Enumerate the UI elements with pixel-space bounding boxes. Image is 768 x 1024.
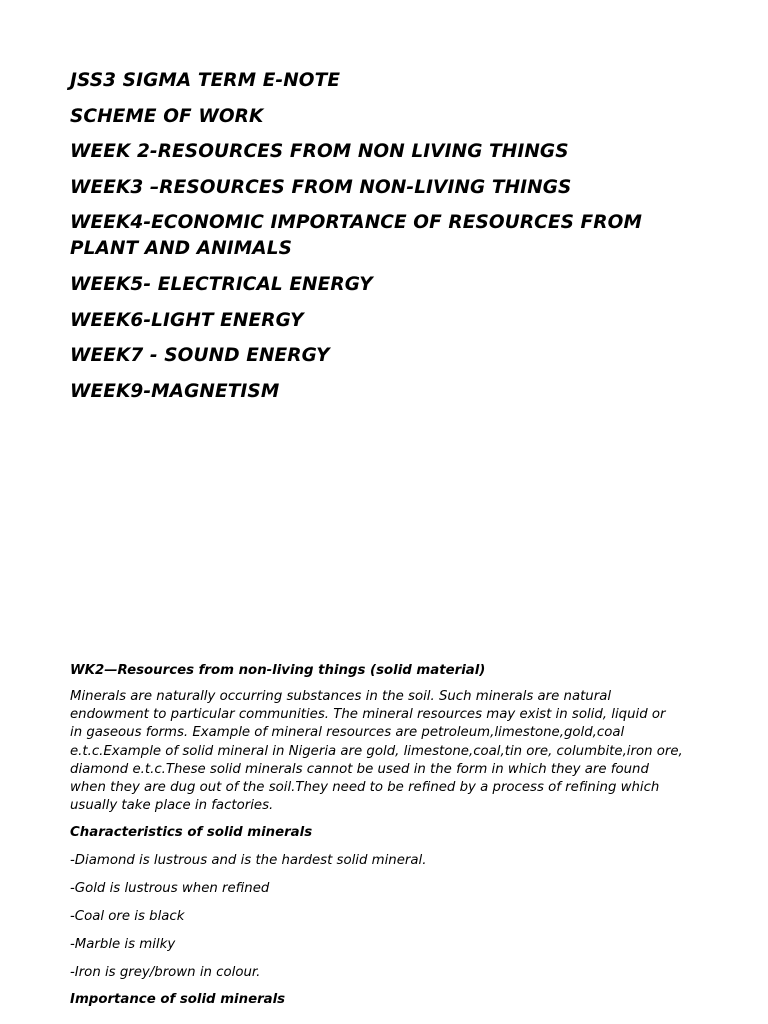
characteristic-item: -Coal ore is black (70, 909, 185, 925)
importance-title: Importance of solid minerals (70, 992, 286, 1008)
heading-week7: WEEK7 - SOUND ENERGY (70, 345, 330, 367)
paragraph-line: Minerals are naturally occurring substances in the soil. Such minerals are natural (70, 689, 612, 704)
paragraph-line: diamond e.t.c.These solid minerals cannot be used in the form in which they are found (70, 761, 649, 777)
week2-section (70, 662, 700, 1019)
heading-scheme: SCHEME OF WORK (70, 105, 264, 127)
document-page (70, 0, 700, 1024)
characteristic-item: -Gold is lustrous when refined (70, 881, 270, 897)
heading-week4: WEEK4-ECONOMIC IMPORTANCE OF RESOURCES FROM PLANT AND ANIMALS (70, 212, 642, 260)
paragraph-line: usually take place in factories. (70, 798, 274, 814)
paragraph-line: endowment to particular communities. The mineral resources may exist in solid, liquid or (70, 707, 666, 723)
characteristic-item: -Marble is milky (70, 936, 176, 952)
characteristics-title: Characteristics of solid minerals (70, 825, 313, 841)
heading-week2: WEEK 2-RESOURCES FROM NON LIVING THINGS (70, 141, 569, 163)
minerals-paragraph (70, 688, 700, 815)
heading-week5: WEEK5- ELECTRICAL ENERGY (70, 273, 373, 295)
paragraph-line: in gaseous forms. Example of mineral resources are petroleum,limestone,gold,coal (70, 725, 625, 741)
heading-week6: WEEK6-LIGHT ENERGY (70, 309, 304, 331)
paragraph-line: when they are dug out of the soil.They need to be refined by a process of refining which (70, 780, 660, 796)
heading-title: JSS3 SIGMA TERM E-NOTE (70, 70, 341, 91)
characteristic-item: -Diamond is lustrous and is the hardest solid mineral. (70, 853, 427, 869)
section-title: WK2—Resources from non-living things (solid material) (70, 663, 486, 678)
scheme-heading-list (70, 68, 700, 414)
characteristic-item: -Iron is grey/brown in colour. (70, 964, 261, 980)
paragraph-line: e.t.c.Example of solid mineral in Nigeria are gold, limestone,coal,tin ore, columbite,iron ore, (70, 743, 683, 759)
heading-week9: WEEK9-MAGNETISM (70, 380, 280, 402)
heading-week3: WEEK3 –RESOURCES FROM NON-LIVING THINGS (70, 176, 572, 198)
